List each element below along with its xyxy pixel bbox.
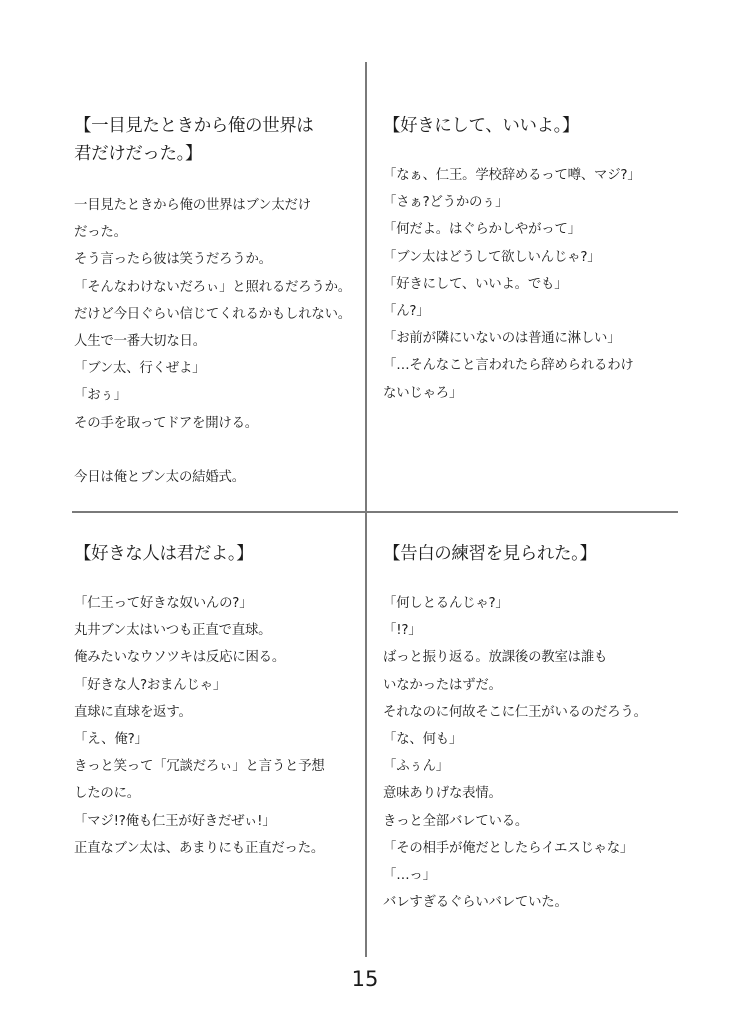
text-line: 意味ありげな表情。 (383, 786, 502, 802)
story-section-4 (383, 540, 668, 916)
text-line: 「ふぅん」 (383, 759, 449, 775)
text-line: その手を取ってドアを開ける。 (74, 415, 258, 431)
text-line: 「好きにして、いいよ。でも」 (383, 276, 568, 292)
text-line: だった。 (74, 225, 127, 241)
section-title (74, 540, 359, 568)
text-line: 「おぅ」 (74, 388, 127, 404)
text-line: 「何しとるんじゃ?」 (383, 596, 509, 611)
text-line: 「さぁ?どうかのぅ」 (383, 195, 509, 211)
text-line: 正直なブン太は、あまりにも正直だった。 (74, 840, 325, 856)
title-line: 【好きな人は君だよ。】 (74, 544, 254, 564)
story-text (383, 162, 668, 407)
text-line: 「!?」 (383, 623, 422, 639)
story-section-2 (383, 112, 668, 407)
story-text (383, 590, 668, 916)
text-line: ばっと振り返る。放課後の教室は誰も (383, 650, 608, 666)
text-line: きっと笑って「冗談だろぃ」と言うと予想 (74, 759, 325, 775)
vertical-divider (365, 62, 367, 957)
text-line: 今日は俺とブン太の結婚式。 (74, 469, 245, 485)
story-section-3 (74, 540, 359, 862)
text-line: いなかったはずだ。 (383, 677, 502, 693)
page-number: 15 (351, 967, 379, 991)
text-line: 「え、俺?」 (74, 731, 148, 747)
section-title (383, 540, 668, 568)
text-line: 「その相手が俺だとしたらイエスじゃな」 (383, 840, 634, 856)
text-line: 「仁王って好きな奴いんの?」 (74, 596, 253, 611)
text-line: そう言ったら彼は笑うだろうか。 (74, 252, 272, 268)
section-title (383, 112, 668, 140)
text-line: きっと全部バレている。 (383, 813, 529, 829)
text-line: 人生で一番大切な日。 (74, 333, 206, 349)
text-line: 俺みたいなウソツキは反応に困る。 (74, 650, 286, 666)
text-line: したのに。 (74, 786, 140, 802)
story-text (74, 590, 359, 862)
text-line: 「…そんなこと言われたら辞められるわけ (383, 358, 634, 374)
text-line: 「何だよ。はぐらかしやがって」 (383, 222, 581, 238)
text-line: 「マジ!?俺も仁王が好きだぜぃ!」 (74, 813, 276, 829)
text-line: 「ん?」 (383, 303, 430, 319)
title-line: 君だけだった。】 (74, 144, 203, 164)
text-line: 「そんなわけないだろぃ」と照れるだろうか。 (74, 279, 352, 295)
text-line: 「…っ」 (383, 867, 436, 883)
text-line: 「お前が隣にいないのは普通に淋しい」 (383, 331, 621, 347)
horizontal-divider (72, 511, 678, 513)
story-text (74, 192, 359, 491)
text-line: だけど今日ぐらい信じてくれるかもしれない。 (74, 306, 352, 322)
text-line: 「ブン太、行くぜよ」 (74, 361, 206, 377)
text-line: 「なぁ、仁王。学校辞めるって噂、マジ?」 (383, 168, 641, 183)
title-line: 【一目見たときから俺の世界は (74, 116, 314, 136)
title-line: 【好きにして、いいよ。】 (383, 116, 580, 136)
text-line: 丸井ブン太はいつも正直で直球。 (74, 623, 272, 639)
text-line: ないじゃろ」 (383, 385, 463, 401)
text-line: 直球に直球を返す。 (74, 704, 192, 720)
story-section-1 (74, 112, 359, 491)
blank-line (74, 437, 359, 464)
text-line: 一目見たときから俺の世界はブン太だけ (74, 198, 311, 213)
text-line: 「好きな人?おまんじゃ」 (74, 677, 227, 693)
text-line: バレすぎるぐらいバレていた。 (383, 895, 568, 911)
text-line: 「な、何も」 (383, 731, 463, 747)
text-line: それなのに何故そこに仁王がいるのだろう。 (383, 704, 647, 720)
section-title (74, 112, 359, 168)
title-line: 【告白の練習を見られた。】 (383, 544, 597, 564)
text-line: 「ブン太はどうして欲しいんじゃ?」 (383, 249, 601, 265)
